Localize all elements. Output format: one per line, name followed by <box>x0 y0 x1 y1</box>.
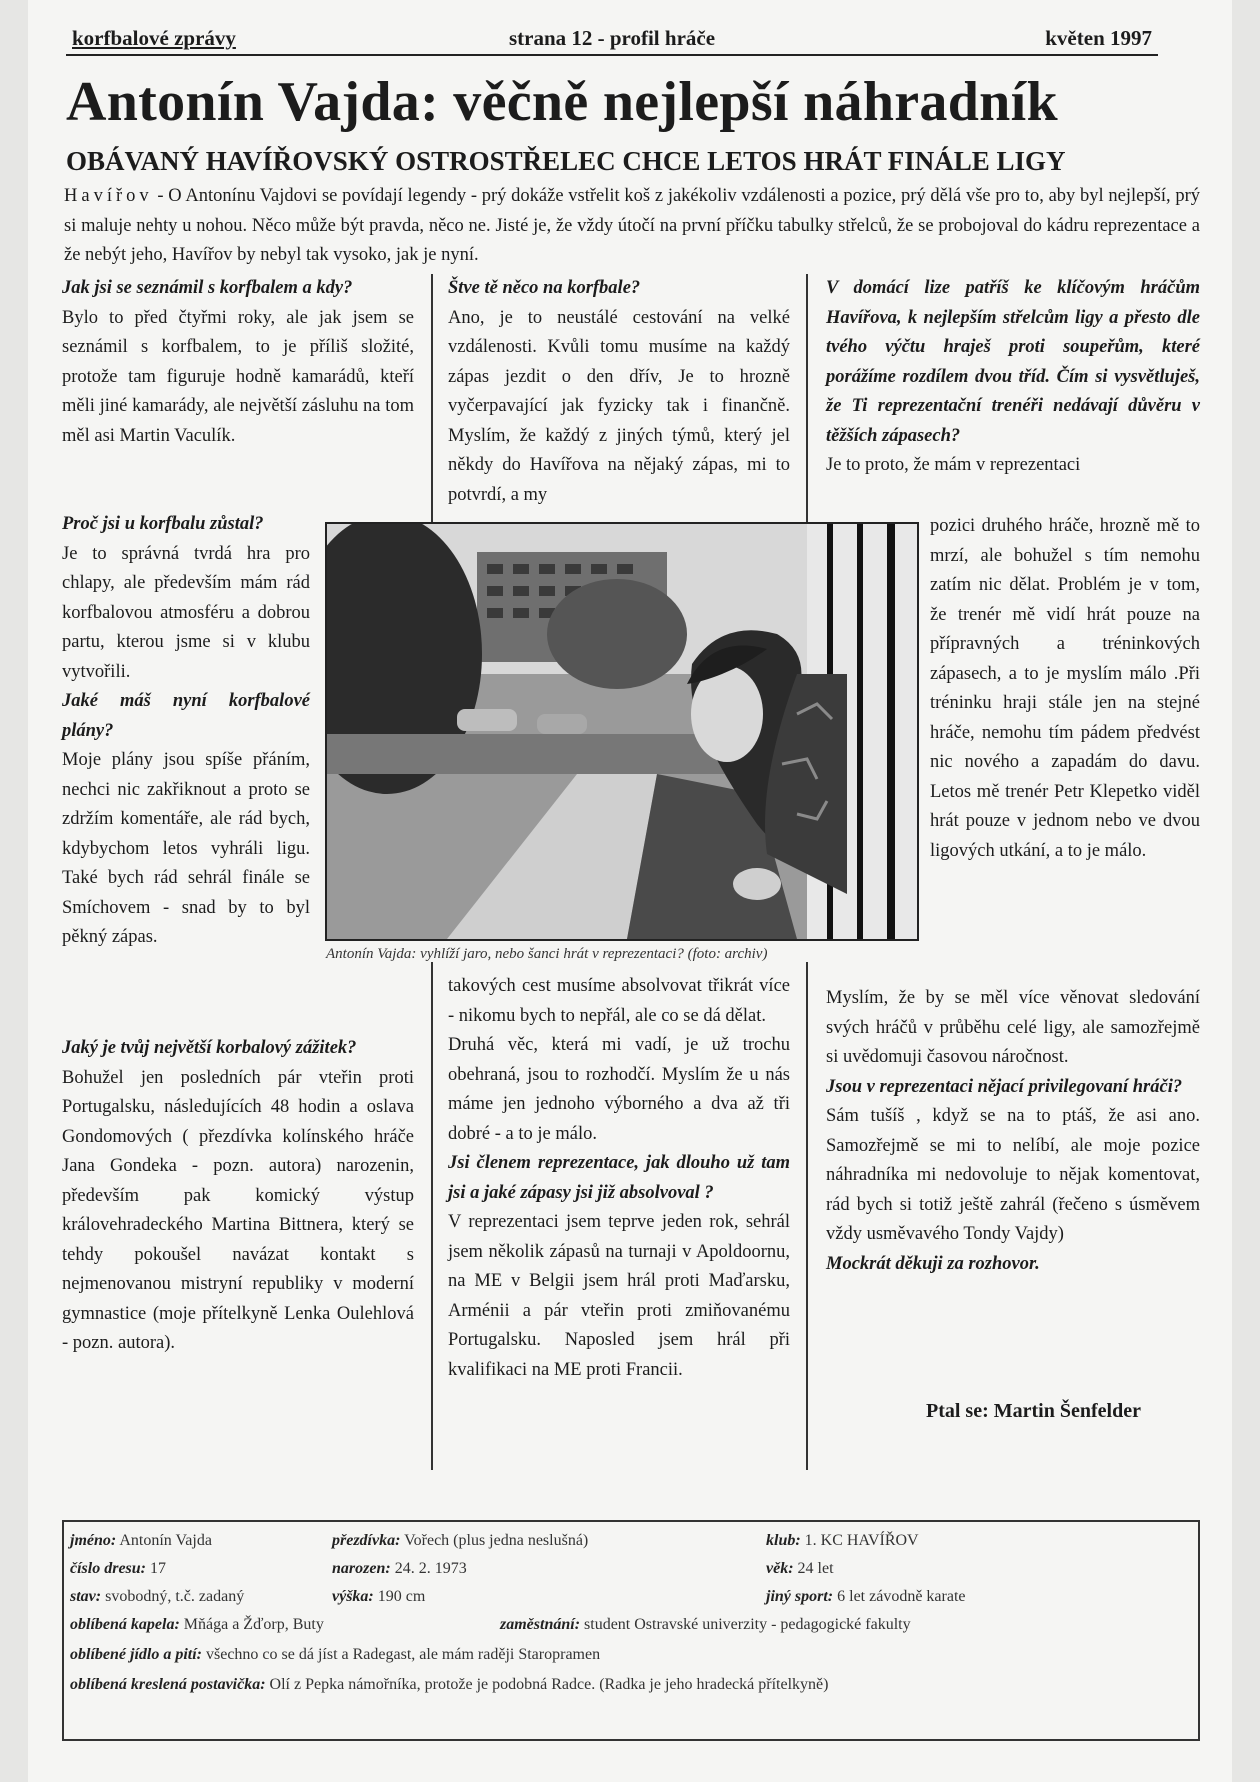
profile-height: výška: 190 cm <box>332 1588 426 1605</box>
publication-name: korfbalové zprávy <box>72 26 236 50</box>
intro-text: - O Antonínu Vajdovi se povídají legendy - prý dokáže vstřelit koš z jakékoliv vzdálenosti a pozice, prý dělá vše pro to, aby byl nejlepší, prý si maluje nehty u nohou. Něco může být pravda, něco ne. Jisté je, že vždy útočí na první příčku tabulky střelců, že se probojoval do kádru reprezentace a že nebýt jeho, Havířov by nebyl tak vysoko, jak je nyní. <box>64 186 1200 265</box>
column-1-middle <box>62 510 310 953</box>
dateline-place: Havířov <box>64 186 153 206</box>
profile-jersey: číslo dresu: 17 <box>70 1560 166 1577</box>
column-rule-2-bottom <box>806 962 808 1470</box>
question-4: Jaký je tvůj největší korbalový zážitek? <box>62 1038 357 1058</box>
question-3: Jaké máš nyní korfbalové plány? <box>62 691 310 741</box>
answer-7-part-3: Myslím, že by se měl více věnovat sledování svých hráčů v průběhu celé ligy, ale samozřejmě si uvědomuji časovou náročnost. <box>826 988 1200 1067</box>
question-7: V domácí lize patříš ke klíčovým hráčům Havířova, k nejlepším střelcům ligy a přesto dle tvého výčtu hraješ proti soupeřům, které porážíme rozdílem dvou tříd. Čím si vysvětluješ, že Ti reprezentační trenéři nedávají důvěru v těžších zápasech? <box>826 278 1200 446</box>
answer-1: Bylo to před čtyřmi roky, ale jak jsem se seznámil s korfbalem, to je příliš složité, protože tam figuruje hodně kamarádů, kteří měli jiné kamarády, ale největší zásluhu na tom měl asi Martin Vaculík. <box>62 307 414 446</box>
column-rule-1-bottom <box>431 962 433 1470</box>
player-profile-box <box>62 1520 1200 1741</box>
column-1-top <box>62 274 414 451</box>
article-subheadline: OBÁVANÝ HAVÍŘOVSKÝ OSTROSTŘELEC CHCE LETOS HRÁT FINÁLE LIGY <box>66 146 1066 176</box>
answer-6: V reprezentaci jsem teprve jeden rok, sehrál jsem několik zápasů na turnaji v Apoldoornu, na ME v Belgii jsem hrál proti Maďarsku, Arménii a pár vteřin proti zmiňovanému Portugalsku. Naposled jsem hrál při kvalifikaci na ME proti Francii. <box>448 1212 790 1380</box>
column-3-top <box>826 274 1200 481</box>
answer-7-part-2: pozici druhého hráče, hrozně mě to mrzí, ale bohužel s tím nemohu zatím nic dělat. Problém je v tom, že trenér mě vidí hrát pouze na přípravných a tréninkových zápasech, a to je myslím málo .Při tréninku hraji stále jen na stejné hráče, nemohu tím pádem předvést nic nového a zapadám do davu. Letos mě trenér Petr Klepetko viděl hrát pouze v jednom nebo ve dvou ligových utkání, a to je málo. <box>930 516 1200 861</box>
column-1-bottom <box>62 1034 414 1359</box>
answer-5-part-2: takových cest musíme absolvovat třikrát více - nikomu bych to nepřál, ale co se dá dělat. <box>448 976 790 1026</box>
closing-thanks: Mockrát děkuji za rozhovor. <box>826 1253 1040 1274</box>
profile-status: stav: svobodný, t.č. zadaný <box>70 1588 245 1605</box>
answer-5-part-1: Ano, je to neustálé cestování na velké vzdálenosti. Kvůli tomu musíme na každý zápas jezdit o den dřív, Je to hrozně vyčerpavající jak fyzicky tak i finančně. Myslím, že každý z jiných týmů, který jel někdy do Havířova na nějaký zápas, mi to potvrdí, a my <box>448 307 790 505</box>
answer-5-part-3: Druhá věc, která mi vadí, je už trochu obehraná, jsou to rozhodčí. Myslím že u nás máme jen jednoho výborného a dva až tři dobré - a to je málo. <box>448 1035 790 1144</box>
column-rule-1-top <box>431 274 433 522</box>
column-rule-2-top <box>806 274 808 522</box>
answer-4: Bohužel jen posledních pár vteřin proti Portugalsku, následujících 48 hodin a oslava Gondomových ( přezdívka kolínského hráče Jana Gondeka - pozn. autora) narozenin, především pak komický výstup královehradeckého Martina Bittnera, který se tehdy pokoušel navázat kontakt s nejmenovanou mistryní republiky v moderní gymnastice (moje přítelkyně Lenka Oulehlová - pozn. autora). <box>62 1067 414 1353</box>
article-intro <box>64 182 1200 271</box>
profile-occupation: zaměstnání: student Ostravské univerzity - pedagogické fakulty <box>500 1616 911 1633</box>
player-photo <box>325 522 919 941</box>
article-headline: Antonín Vajda: věčně nejlepší náhradník <box>66 71 1058 133</box>
newspaper-page <box>28 0 1232 1782</box>
page-section: strana 12 - profil hráče <box>508 26 716 50</box>
photo-caption: Antonín Vajda: vyhlíží jaro, nebo šanci hrát v reprezentaci? (foto: archiv) <box>326 946 768 962</box>
author-signature: Ptal se: Martin Šenfelder <box>926 1400 1141 1422</box>
column-3-middle <box>930 512 1200 866</box>
answer-8: Sám tušíš , když se na to ptáš, že asi ano. Samozřejmě se mi to nelíbí, ale moje pozice náhradníka mi nedovoluje to nějak komentovat, rád bych si totiž ještě zahrál (řečeno s úsměvem vždy usměvavého Tondy Vajdy) <box>826 1106 1200 1244</box>
column-2-top <box>448 274 790 510</box>
profile-nickname: přezdívka: Vořech (plus jedna neslušná) <box>332 1532 589 1549</box>
question-5: Štve tě něco na korfbale? <box>448 278 641 298</box>
profile-born: narozen: 24. 2. 1973 <box>332 1560 467 1577</box>
question-8: Jsou v reprezentaci nějací privilegovaní hráči? <box>826 1076 1183 1097</box>
issue-date: květen 1997 <box>1045 26 1152 50</box>
profile-age: věk: 24 let <box>766 1560 834 1577</box>
answer-3: Moje plány jsou spíše přáním, nechci nic zakřiknout a proto se zdržím komentáře, ale rád bych, kdybychom letos vyhráli ligu. Také bych rád sehrál finále se Smíchovem - snad by to byl pěkný zápas. <box>62 750 310 947</box>
profile-favorite-band: oblíbená kapela: Mňága a Žďorp, Buty <box>70 1616 324 1633</box>
question-1: Jak jsi se seznámil s korfbalem a kdy? <box>62 278 353 298</box>
profile-favorite-cartoon: oblíbená kreslená postavička: Olí z Pepka námořníka, protože je podobná Radce. (Radka je jeho hradecká přítelkyně) <box>70 1676 829 1693</box>
question-6: Jsi členem reprezentace, jak dlouho už tam jsi a jaké zápasy jsi již absolvoval ? <box>448 1153 790 1203</box>
profile-other-sport: jiný sport: 6 let závodně karate <box>766 1588 966 1605</box>
question-2: Proč jsi u korfbalu zůstal? <box>62 514 264 534</box>
column-3-bottom <box>826 984 1200 1279</box>
profile-favorite-food: oblíbené jídlo a pití: všechno co se dá jíst a Radegast, ale mám raději Staropramen <box>70 1646 601 1663</box>
profile-club: klub: 1. KC HAVÍŘOV <box>766 1532 919 1549</box>
answer-7-part-1: Je to proto, že mám v reprezentaci <box>826 455 1081 475</box>
player-photo-image <box>327 524 917 939</box>
answer-2: Je to správná tvrdá hra pro chlapy, ale především mám rád korfbalovou atmosféru a dobrou partu, kterou jsme si v klubu vytvořili. <box>62 543 310 682</box>
column-2-bottom <box>448 972 790 1385</box>
profile-name: jméno: Antonín Vajda <box>70 1532 212 1549</box>
running-header <box>66 24 1158 56</box>
